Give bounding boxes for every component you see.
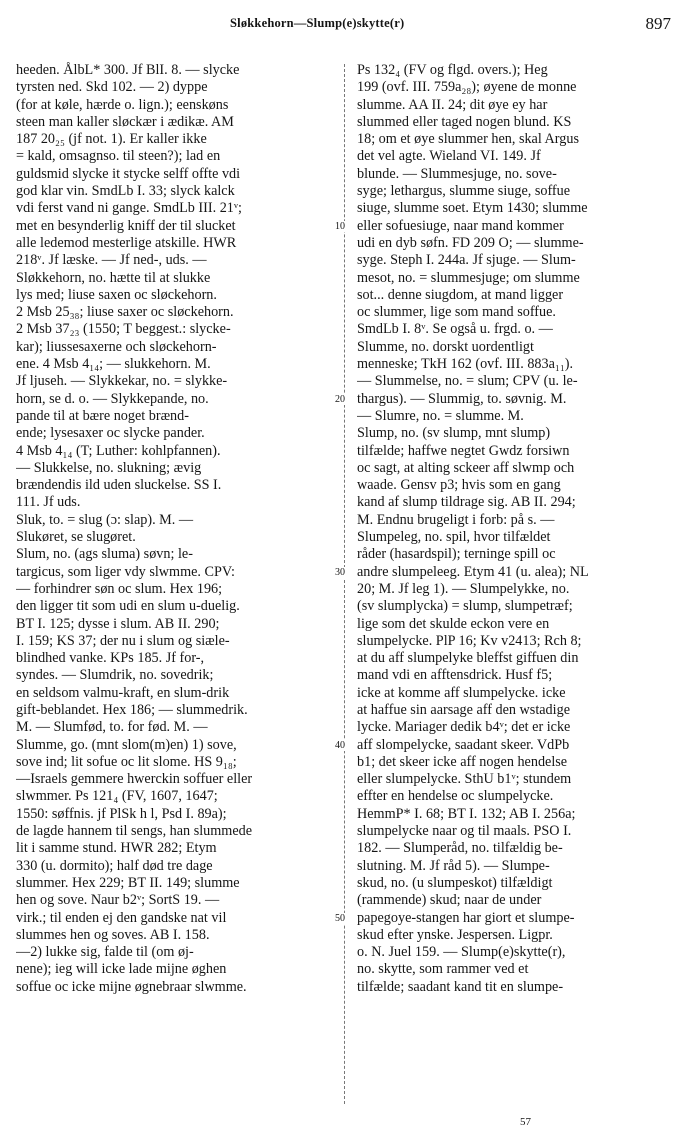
left-column-line: lit i samme stund. HWR 282; Etym	[16, 840, 217, 857]
left-column-line: 111. Jf uds.	[16, 494, 81, 511]
right-column-line: oc slummer, lige som mand soffue.	[357, 304, 556, 321]
right-column-line: slumpelycke. PlP 16; Kv v2413; Rch 8;	[357, 632, 582, 649]
line-number: 10	[335, 220, 345, 232]
left-column-line: 1550: søffnis. jf PlSk h l, Psd I. 89a);	[16, 805, 227, 822]
right-column-line: icke at komme aff slumpelycke. icke	[357, 684, 566, 701]
right-column	[357, 62, 673, 996]
left-column-line: virk.; til enden ej den gandske nat vil	[16, 909, 227, 926]
page-header	[0, 14, 689, 38]
left-column-line: 2 Msb 37₂₃ (1550; T beggest.: slycke-	[16, 321, 231, 338]
left-column-line: en seldsom valmu-kraft, en slum-drik	[16, 684, 230, 701]
running-head: Sløkkehorn—Slump(e)skytte(r)	[230, 16, 405, 30]
signature-mark: 57	[520, 1116, 531, 1128]
left-column-line: Sluk, to. = slug (ɔ: slap). M. —	[16, 511, 194, 528]
left-column-line: targicus, som liger vdy slwmme. CPV:	[16, 563, 235, 580]
left-column-line: BT I. 125; dysse i slum. AB II. 290;	[16, 615, 220, 632]
right-column-line: 18; om et øye slummer hen, skal Argus	[357, 131, 579, 148]
right-column-line: (rammende) skud; naar de under	[357, 892, 542, 909]
right-column-line: aff slompelycke, saadant skeer. VdPb	[357, 736, 570, 753]
right-column-line: menneske; TkH 162 (ovf. III. 883a₁₁).	[357, 356, 574, 373]
right-column-line: SmdLb I. 8ᵛ. Se også u. frgd. o. —	[357, 321, 553, 338]
right-column-line: tilfælde; saadant kand tit en slumpe-	[357, 978, 564, 995]
left-column-line: vdi ferst vand ni gange. SmdLb III. 21ᵛ;	[16, 200, 243, 217]
right-column-line: syge. Steph I. 244a. Jf sjuge. — Slum-	[357, 252, 576, 269]
left-column-line: horn, se d. o. — Slykkepande, no.	[16, 390, 209, 407]
left-column-line: M. — Slumfød, to. for fød. M. —	[16, 719, 208, 736]
left-column-line: nene); ieg will icke lade mijne øghen	[16, 961, 227, 978]
line-number: 30	[335, 566, 345, 578]
left-column-line: ene. 4 Msb 4₁₄; — slukkehorn. M.	[16, 356, 211, 373]
line-number: 20	[335, 393, 345, 405]
right-column-line: råder (hasardspil); terninge spill oc	[357, 546, 556, 563]
left-column-line: — forhindrer søn oc slum. Hex 196;	[16, 580, 223, 597]
left-column-line: pande til at bære noget brænd-	[16, 407, 189, 424]
left-column-line: god klar vin. SmdLb I. 33; slyck kalck	[16, 183, 235, 200]
right-column-line: 199 (ovf. III. 759a₂₈); øyene de monne	[357, 79, 577, 96]
right-column-line: mesot, no. = slummesjuge; om slumme	[357, 269, 580, 286]
left-column-line: soffue oc icke mijne øgnebraar slwmme.	[16, 978, 247, 995]
right-column-line: det vel agte. Wieland VI. 149. Jf	[357, 148, 541, 165]
right-column-line: blunde. — Slummesjuge, no. sove-	[357, 165, 557, 182]
left-column-line: I. 159; KS 37; der nu i slum og siæle-	[16, 632, 230, 649]
right-column-line: at du aff slumpelyke bleffst giffuen din	[357, 650, 579, 667]
right-column-line: skud, no. (u slumpeskot) tilfældigt	[357, 874, 553, 891]
right-column-line: slumme. AA II. 24; dit øye ey har	[357, 96, 548, 113]
right-column-line: lycke. Mariager dedik b4ᵛ; det er icke	[357, 719, 571, 736]
right-column-line: Slumpeleg, no. spil, hvor tilfældet	[357, 529, 551, 546]
right-column-line: slutning. M. Jf råd 5). — Slumpe-	[357, 857, 550, 874]
right-column-line: — Slumre, no. = slumme. M.	[357, 407, 524, 424]
left-column-line: — Slukkelse, no. slukning; ævig	[16, 459, 202, 476]
right-column-line: siuge, slumme soet. Etym 1430; slumme	[357, 200, 588, 217]
left-column-line: met en besynderlig kniff der til slucket	[16, 217, 236, 234]
right-column-line: lige som det skulde eckon vere en	[357, 615, 550, 632]
left-column-line: sove ind; lit sofue oc lit slome. HS 9₁₈;	[16, 753, 237, 770]
right-column-line: thargus). — Slummig, to. søvnig. M.	[357, 390, 567, 407]
right-column-line: sot... denne siugdom, at mand ligger	[357, 286, 564, 303]
left-column-line: ende; lysesaxer oc slycke pander.	[16, 425, 205, 442]
left-column-line: 187 20₂₅ (jf not. 1). Er kaller ikke	[16, 131, 207, 148]
right-column-line: waade. Gensv p3; hvis som en gang	[357, 477, 561, 494]
right-column-line: Slumme, no. dorskt uordentligt	[357, 338, 534, 355]
right-column-line: Ps 132₄ (FV og flgd. overs.); Heg	[357, 62, 548, 78]
right-column-line: 20; M. Jf leg 1). — Slumpelykke, no.	[357, 580, 570, 597]
left-column-line: 4 Msb 4₁₄ (T; Luther: kohlpfannen).	[16, 442, 221, 459]
left-column-line: 218ᵛ. Jf læske. — Jf ned-, uds. —	[16, 252, 207, 269]
right-column-line: syge; lethargus, slumme siuge, soffue	[357, 183, 571, 200]
right-column-line: kand af slump tildrage sig. AB II. 294;	[357, 494, 576, 511]
right-column-line: udi en dyb søfn. FD 209 O; — slumme-	[357, 234, 584, 251]
left-column-line: 330 (u. dormito); half død tre dage	[16, 857, 213, 874]
left-column-line: slummes hen og soves. AB I. 158.	[16, 926, 210, 943]
left-column-line: Jf ljuseh. — Slykkekar, no. = slykke-	[16, 373, 228, 390]
right-column-line: no. skytte, som rammer ved et	[357, 961, 529, 978]
right-column-line: eller slumpelycke. SthU b1ᵛ; stundem	[357, 771, 572, 788]
left-column-line: slwmmer. Ps 121₄ (FV, 1607, 1647;	[16, 788, 218, 805]
right-column-line: 182. — Slumperåd, no. tilfældig be-	[357, 840, 563, 857]
right-column-line: eller sofuesiuge, naar mand kommer	[357, 217, 564, 234]
left-column-line: (for at køle, hærde o. lign.); eenskøns	[16, 96, 229, 113]
left-column-line: heeden. ÅlbL* 300. Jf BlI. 8. — slycke	[16, 62, 240, 78]
right-column-line: HemmP* I. 68; BT I. 132; AB I. 256a;	[357, 805, 576, 822]
left-column-line: brændendis ild uden sluckelse. SS I.	[16, 477, 222, 494]
left-column-line: de lagde hannem til sengs, han slummede	[16, 823, 253, 840]
left-column-line: gift-beblandet. Hex 186; — slummedrik.	[16, 701, 248, 718]
right-column-line: o. N. Juel 159. — Slump(e)skytte(r),	[357, 944, 566, 961]
right-column-line: — Slummelse, no. = slum; CPV (u. le-	[357, 373, 578, 390]
right-column-line: M. Endnu brugeligt i forb: på s. —	[357, 511, 555, 528]
left-column	[16, 62, 334, 996]
line-number: 50	[335, 912, 345, 924]
left-column-line: guldsmid slycke it stycke selff offte vdi	[16, 165, 241, 182]
left-column-line: tyrsten ned. Skd 102. — 2) dyppe	[16, 79, 208, 96]
left-column-line: —2) lukke sig, falde til (om øj-	[16, 944, 194, 961]
left-column-line: den ligger tit som udi en slum u-duelig.	[16, 598, 240, 615]
line-number: 40	[335, 739, 345, 751]
left-column-line: slummer. Hex 229; BT II. 149; slumme	[16, 874, 240, 891]
left-column-line: —Israels gemmere hwerckin soffuer eller	[16, 771, 253, 788]
left-column-line: 2 Msb 25₃₈; liuse saxer oc sløckehorn.	[16, 304, 234, 321]
right-column-line: slummed eller taged nogen blund. KS	[357, 113, 572, 130]
left-column-line: lys med; liuse saxen oc sløckehorn.	[16, 286, 217, 303]
right-column-line: oc sagt, at alting sckeer aff slwmp och	[357, 459, 575, 476]
right-column-line: tilfælde; haffwe negtet Gwdz forsiwn	[357, 442, 570, 459]
left-column-line: Sløkkehorn, no. hætte til at slukke	[16, 269, 211, 286]
left-column-line: hen og sove. Naur b2ᵛ; SortS 19. —	[16, 892, 220, 909]
right-column-line: papegoye-stangen har giort et slumpe-	[357, 909, 575, 926]
left-column-line: syndes. — Slumdrik, no. sovedrik;	[16, 667, 214, 684]
left-column-line: steen man kaller sløckær i ædikæ. AM	[16, 113, 234, 130]
right-column-line: skud efter ynske. Jespersen. Ligpr.	[357, 926, 553, 943]
left-column-line: = kald, omsagnso. til steen?); lad en	[16, 148, 221, 165]
right-column-line: andre slumpeleeg. Etym 41 (u. alea); NL	[357, 563, 589, 580]
left-column-line: Slukøret, se slugøret.	[16, 529, 136, 546]
right-column-line: Slump, no. (sv slump, mnt slump)	[357, 425, 551, 442]
left-column-line: kar); liussesaxerne och sløckehorn-	[16, 338, 217, 355]
right-column-line: (sv slumplycka) = slump, slumpetræf;	[357, 598, 573, 615]
left-column-line: alle ledemod mesterlige atskille. HWR	[16, 234, 237, 251]
right-column-line: b1; det skeer icke aff nogen hendelse	[357, 753, 568, 770]
left-column-line: Slumme, go. (mnt slom(m)en) 1) sove,	[16, 736, 237, 753]
left-column-line: blindhed vanke. KPs 185. Jf for-,	[16, 650, 205, 667]
left-column-line: Slum, no. (ags sluma) søvn; le-	[16, 546, 193, 563]
right-column-line: at haffue sin aarsage aff den wstadige	[357, 701, 570, 718]
right-column-line: mand vdi en afftensdrick. Husf f5;	[357, 667, 553, 684]
right-column-line: slumpelycke naar og til maals. PSO I.	[357, 823, 572, 840]
page-number: 897	[645, 14, 671, 33]
right-column-line: effter en hendelse oc slumpelycke.	[357, 788, 554, 805]
